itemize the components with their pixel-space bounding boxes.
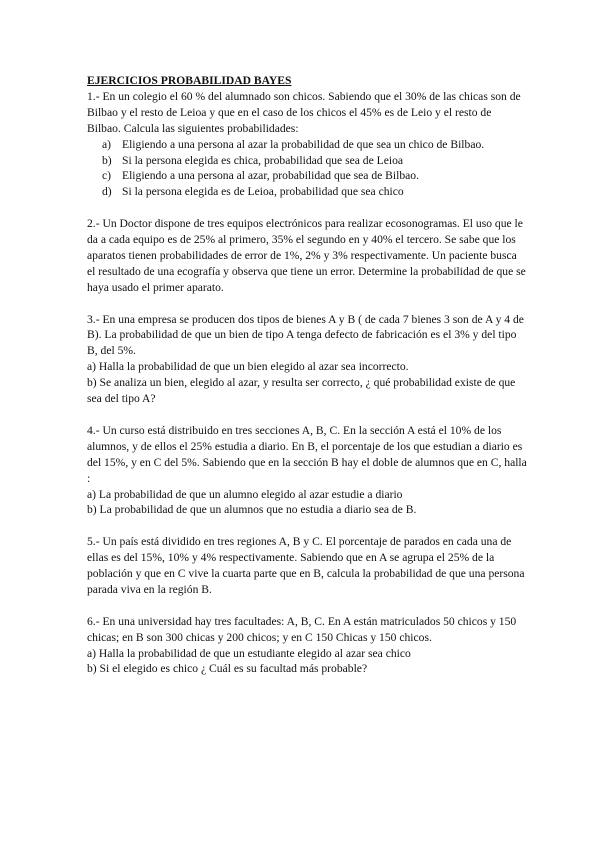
exercise-2-statement: 2.- Un Doctor dispone de tres equipos electrónicos para realizar ecosonogramas. El uso que le da a cada equipo es de 25% al primero, 35% el segundo en y 40% el tercero. Se sabe que los aparatos tienen probabilidades de error de 1%, 2% y 3% respectivamente. Un paciente busca el resultado de una ecografía y observa que tiene un error. Determine la probabilidad de que se haya usado el primer aparato.	[87, 217, 526, 294]
exercise-4-part-a: a) La probabilidad de que un alumno elegido al azar estudie a diario	[87, 487, 403, 501]
exercise-1-statement: 1.- En un colegio el 60 % del alumnado son chicos. Sabiendo que el 30% de las chicas son de Bilbao y el resto de Leioa y que en el caso de los chicos el 45% es de Leio y el resto de Bilbao. Calcula las siguientes probabilidades:	[87, 89, 521, 135]
exercise-3-statement: 3.- En una empresa se producen dos tipos de bienes A y B ( de cada 7 bienes 3 son de A y 4 de B). La probabilidad de que un bien de tipo A tenga defecto de fabricación es el 3% y del tipo B, del 5%.	[87, 312, 524, 358]
exercise-1	[87, 89, 527, 200]
exercise-3-part-b: b) Se analiza un bien, elegido al azar, y resulta ser correcto, ¿ qué probabilidad existe de que sea del tipo A?	[87, 376, 516, 406]
question-marker: b)	[102, 153, 112, 167]
exercise-6-statement: 6.- En una universidad hay tres facultades: A, B, C. En A están matriculados 50 chicos y 150 chicas; en B son 300 chicas y 200 chicos; y en C 150 Chicas y 150 chicos.	[87, 614, 517, 644]
exercise-6-part-b: b) Si el elegido es chico ¿ Cuál es su facultad más probable?	[87, 662, 368, 676]
document-content	[87, 73, 527, 693]
exercise-3	[87, 312, 527, 407]
exercise-4-statement: 4.- Un curso está distribuido en tres secciones A, B, C. En la sección A está el 10% de los alumnos, y de ellos el 25% estudia a diario. En B, el porcentaje de los que estudian a diario es del 15%, y en C del 5%. Sabiendo que en la sección B hay el doble de alumnos que en C, halla :	[87, 423, 527, 485]
question-marker: d)	[102, 185, 112, 199]
exercise-4	[87, 423, 527, 518]
exercise-6-part-a: a) Halla la probabilidad de que un estudiante elegido al azar sea chico	[87, 646, 411, 660]
exercise-4-part-b: b) La probabilidad de que un alumnos que no estudia a diario sea de B.	[87, 503, 417, 517]
exercise-6	[87, 614, 527, 678]
exercise-5-statement: 5.- Un país está dividido en tres regiones A, B y C. El porcentaje de parados en cada una de ellas es del 15%, 10% y 4% respectivamente. Sabiendo que en A se agrupa el 25% de la población y que en C vive la cuarta parte que en B, calcula la probabilidad de que una persona parada viva en la región B.	[87, 535, 525, 596]
exercise-2	[87, 216, 527, 296]
exercise-5	[87, 534, 527, 598]
question-text: Si la persona elegida es de Leioa, probabilidad que sea chico	[122, 185, 404, 199]
question-text: Eligiendo a una persona al azar, probabilidad que sea de Bilbao.	[122, 169, 419, 183]
exercise-1-question-b	[87, 153, 527, 169]
document-title: EJERCICIOS PROBABILIDAD BAYES	[87, 74, 292, 87]
exercise-1-question-c	[87, 168, 527, 184]
question-text: Si la persona elegida es chica, probabilidad que sea de Leioa	[122, 153, 404, 167]
exercise-1-question-a	[87, 137, 527, 153]
question-marker: c)	[102, 169, 112, 183]
exercise-3-part-a: a) Halla la probabilidad de que un bien elegido al azar sea incorrecto.	[87, 360, 409, 374]
exercise-1-questions	[87, 137, 527, 201]
exercise-1-question-d	[87, 184, 527, 200]
question-text: Eligiendo a una persona al azar la probabilidad de que sea un chico de Bilbao.	[122, 137, 485, 151]
question-marker: a)	[102, 137, 112, 151]
